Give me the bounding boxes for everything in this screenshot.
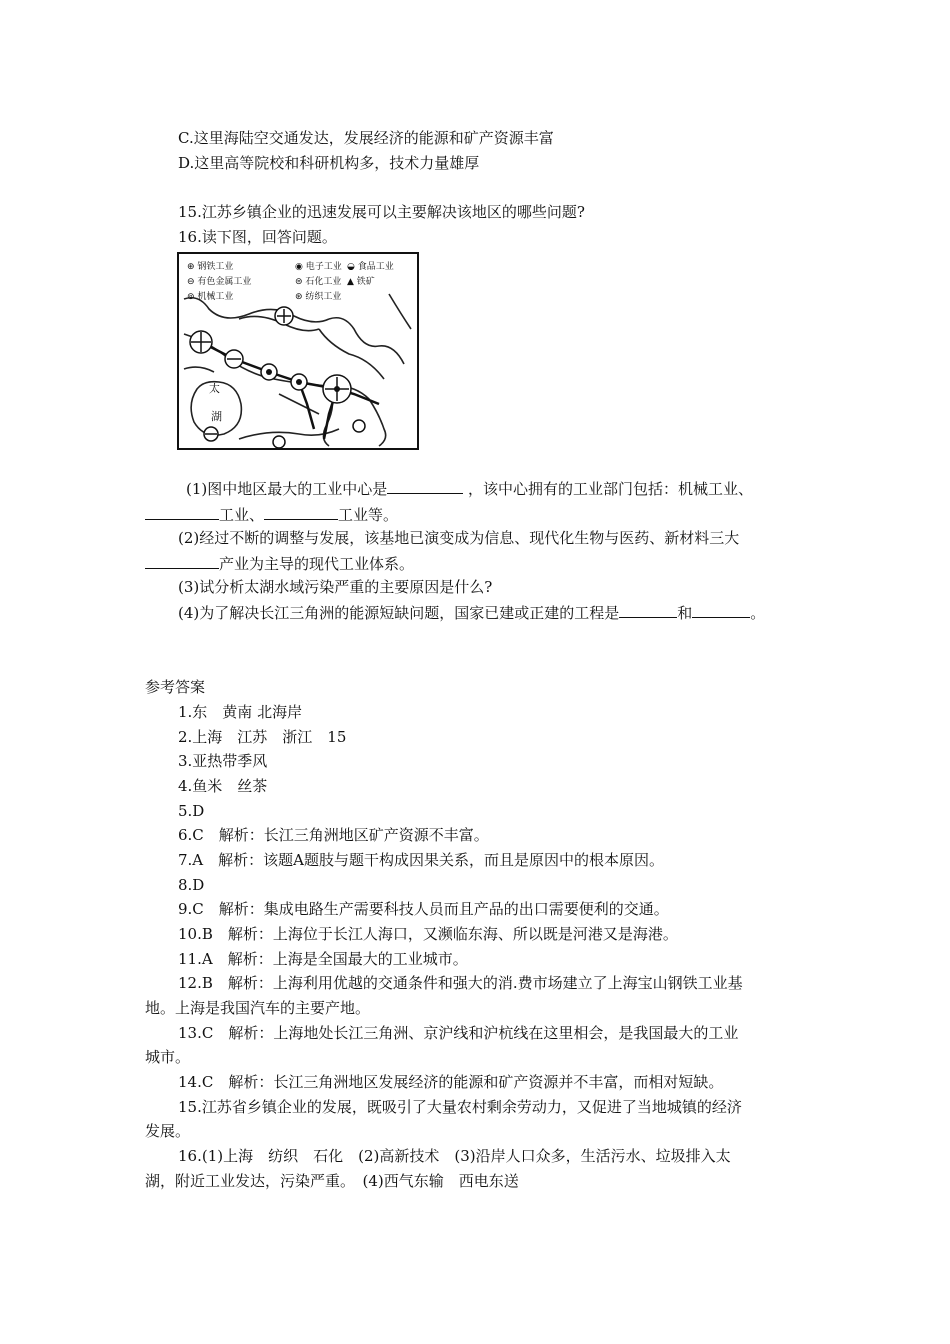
answer-15-cont: 发展。 bbox=[145, 1122, 191, 1140]
legend-petro: ⊜ 石化工业 bbox=[295, 277, 342, 287]
answer-8: 8.D bbox=[178, 876, 205, 894]
answer-blank[interactable] bbox=[145, 553, 219, 569]
legend-electronics: ◉ 电子工业 bbox=[295, 262, 342, 272]
legend-iron-ore: ▲ 铁矿 bbox=[347, 277, 375, 287]
answer-16-cont: 湖，附近工业发达，污染严重。 (4)西气东输 西电东送 bbox=[145, 1172, 519, 1190]
answer-6: 6.C 解析：长江三角洲地区矿产资源不丰富。 bbox=[178, 826, 489, 844]
question-15: 15.江苏乡镇企业的迅速发展可以主要解决该地区的哪些问题? bbox=[178, 203, 585, 221]
option-c: C.这里海陆空交通发达，发展经济的能源和矿产资源丰富 bbox=[178, 129, 554, 147]
answer-5: 5.D bbox=[178, 802, 205, 820]
yangtze-delta-industry-map bbox=[177, 252, 419, 450]
legend-machinery: ⊚ 机械工业 bbox=[187, 292, 234, 302]
q16-part2: (2)经过不断的调整与发展，该基地已演变成为信息、现代化生物与医药、新材料三大 bbox=[178, 529, 740, 547]
legend-food: ◒ 食品工业 bbox=[347, 262, 394, 272]
answers-title: 参考答案 bbox=[145, 678, 206, 696]
answer-blank[interactable] bbox=[264, 504, 338, 520]
answer-4: 4.鱼米 丝茶 bbox=[178, 777, 268, 795]
answer-blank[interactable] bbox=[619, 602, 677, 618]
legend-textile: ⊛ 纺织工业 bbox=[295, 292, 342, 302]
answer-16: 16.(1)上海 纺织 石化 (2)高新技术 (3)沿岸人口众多，生活污水、垃圾排入太 bbox=[178, 1147, 731, 1165]
answer-10: 10.B 解析：上海位于长江人海口，又濒临东海、所以既是河港又是海港。 bbox=[178, 925, 678, 943]
answer-blank[interactable] bbox=[387, 478, 463, 494]
legend-nonferrous: ⊖ 有色金属工业 bbox=[187, 277, 252, 287]
answer-1: 1.东 黄南 北海岸 bbox=[178, 703, 303, 721]
answer-blank[interactable] bbox=[692, 602, 750, 618]
answer-2: 2.上海 江苏 浙江 15 bbox=[178, 728, 347, 746]
answer-9: 9.C 解析：集成电路生产需要科技人员而且产品的出口需要便利的交通。 bbox=[178, 900, 669, 918]
legend-steel: ⊕ 钢铁工业 bbox=[187, 262, 234, 272]
lake-label-tai: 太 bbox=[209, 382, 220, 395]
q16-part1: (1)图中地区最大的工业中心是 ，该中心拥有的工业部门包括：机械工业、 bbox=[186, 480, 754, 498]
question-16-stem: 16.读下图，回答问题。 bbox=[178, 228, 337, 246]
lake-label-hu: 湖 bbox=[211, 410, 222, 423]
q16-part1-cont: 工业、 工业等。 bbox=[145, 504, 398, 525]
answer-7: 7.A 解析：该题A题肢与题干构成因果关系，而且是原因中的根本原因。 bbox=[178, 851, 664, 869]
answer-15: 15.江苏省乡镇企业的发展，既吸引了大量农村剩余劳动力，又促进了当地城镇的经济 bbox=[178, 1098, 742, 1116]
answer-12-cont: 地。上海是我国汽车的主要产地。 bbox=[145, 999, 371, 1017]
answer-12: 12.B 解析：上海利用优越的交通条件和强大的消.费市场建立了上海宝山钢铁工业基 bbox=[178, 974, 743, 992]
q16-part4: (4)为了解决长江三角洲的能源短缺问题，国家已建或正建的工程是 和 。 bbox=[178, 604, 766, 622]
option-d: D.这里高等院校和科研机构多，技术力量雄厚 bbox=[178, 154, 480, 172]
q16-part3: (3)试分析太湖水域污染严重的主要原因是什么? bbox=[178, 578, 493, 596]
q16-part2-cont: 产业为主导的现代工业体系。 bbox=[145, 553, 414, 574]
answer-11: 11.A 解析：上海是全国最大的工业城市。 bbox=[178, 950, 468, 968]
answer-13: 13.C 解析：上海地处长江三角洲、京沪线和沪杭线在这里相会，是我国最大的工业 bbox=[178, 1024, 739, 1042]
answer-13-cont: 城市。 bbox=[145, 1048, 191, 1066]
answer-blank[interactable] bbox=[145, 504, 219, 520]
answer-14: 14.C 解析：长江三角洲地区发展经济的能源和矿产资源并不丰富，而相对短缺。 bbox=[178, 1073, 724, 1091]
answer-3: 3.亚热带季风 bbox=[178, 752, 268, 770]
